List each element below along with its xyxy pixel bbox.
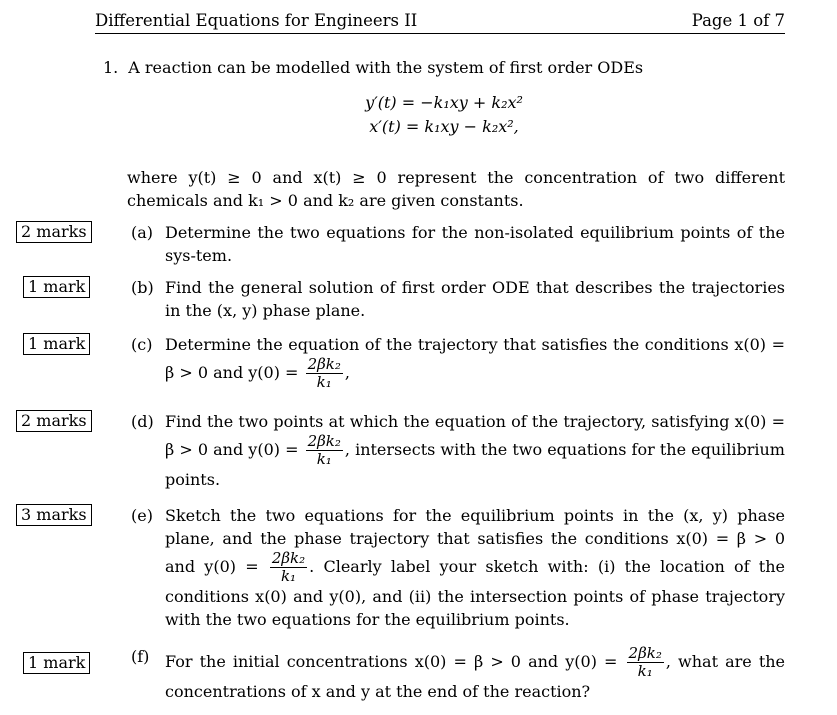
part-e [131,504,785,631]
part-f [131,645,785,703]
page-header [95,8,785,34]
fraction-numerator: 2βk₂ [307,355,341,373]
part-text-after: . Clearly label your sketch with: (i) the location of the conditions x(0) and y(0), and (ii) the intersection points of phase trajectory with the two equations for the equilibrium points. [165,557,785,629]
part-b [131,276,785,322]
part-text [165,645,785,703]
fraction-denominator: k₁ [316,450,332,468]
fraction-denominator: k₁ [280,567,297,585]
fraction-numerator: 2βk₂ [271,549,306,567]
equation-y: y′(t) = −k₁xy + k₂x² [365,93,523,112]
question-1 [103,58,785,139]
fraction-numerator: 2βk₂ [307,432,341,450]
part-a [131,221,785,267]
part-text-after: , intersects with the two equations for the equilibrium points. [165,440,785,489]
question-prompt: A reaction can be modelled with the system of first order ODEs [128,58,644,77]
question-intro: where y(t) ≥ 0 and x(t) ≥ 0 represent the concentration of two different chemicals and k₁ > 0 and k₂ are given constants. [127,168,785,210]
part-text-before: Sketch the two equations for the equilibrium points in the (x, y) phase plane, and the phase trajectory that satisfies the conditions x(0) = β > 0 and y(0) = [165,506,785,576]
fraction [627,645,664,680]
ode-system [103,91,785,139]
part-label: (d) [131,412,154,431]
part-label: (f) [131,647,150,666]
part-text-before: For the initial concentrations x(0) = β > 0 and y(0) = [165,652,618,671]
part-label: (c) [131,335,153,354]
part-c [131,333,785,391]
part-text [165,504,785,631]
fraction [306,433,343,468]
part-text: Determine the two equations for the non-isolated equilibrium points of the sys-tem. [165,223,785,265]
fraction-denominator: k₁ [316,373,332,391]
part-label: (e) [131,506,153,525]
marks-box-f: 1 mark [23,652,90,674]
part-label: (a) [131,223,154,242]
part-text-after: , [344,363,350,382]
page-number: Page 1 of 7 [691,11,785,30]
fraction-numerator: 2βk₂ [628,644,662,662]
part-text [165,410,785,491]
part-text-before: Determine the equation of the trajectory that satisfies the conditions x(0) = β > 0 and y(0) = [165,335,785,382]
marks-box-a: 2 marks [16,221,92,243]
question-number: 1. [103,58,119,77]
course-title: Differential Equations for Engineers II [95,11,418,30]
part-label: (b) [131,278,154,297]
marks-box-e: 3 marks [16,504,92,526]
marks-box-c: 1 mark [23,333,90,355]
part-text-before: Find the two points at which the equation of the trajectory, satisfying x(0) = β > 0 and y(0) = [165,412,785,459]
fraction-denominator: k₁ [637,662,653,680]
fraction [306,356,343,391]
marks-box-b: 1 mark [23,276,90,298]
part-text-after: , what are the concentrations of x and y at the end of the reaction? [165,652,786,701]
part-text: Find the general solution of first order ODE that describes the trajectories in the (x, y) phase plane. [165,278,785,320]
fraction [270,550,307,585]
part-d [131,410,785,491]
part-text [165,333,785,391]
equation-x: x′(t) = k₁xy − k₂x², [369,117,519,136]
marks-box-d: 2 marks [16,410,92,432]
